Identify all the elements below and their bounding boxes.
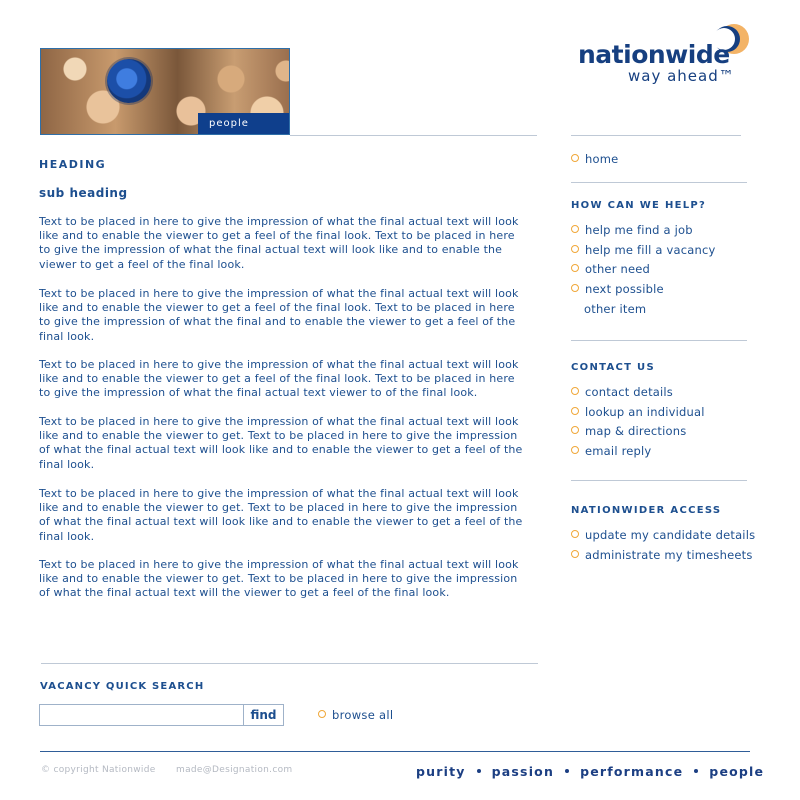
value-passion: passion [491, 764, 555, 779]
value-people: people [709, 764, 765, 779]
bullet-circle-icon [571, 284, 579, 292]
sidebar-item-update-candidate[interactable] [571, 526, 755, 544]
sidebar-item-label: administrate my timesheets [585, 548, 753, 562]
header-banner-image [40, 48, 290, 135]
sidebar-item-fill-vacancy[interactable] [571, 241, 715, 259]
sidebar-item-find-job[interactable] [571, 221, 693, 239]
sidebar-item-label: other need [585, 262, 651, 276]
sidebar-item-lookup-individual[interactable] [571, 403, 705, 421]
body-paragraph: Text to be placed in here to give the impression of what the final actual text will look like and to enable the viewer to get a feel of the final look. Text to be placed in here to give the impression of what the final actual text will look like and to enable the viewer to get a feel of the final look. [39, 215, 519, 271]
banner-label: people [198, 113, 290, 135]
bullet-circle-icon [571, 387, 579, 395]
sidebar-section-access-title: NATIONWIDER ACCESS [571, 505, 722, 516]
sidebar-item-label: help me find a job [585, 223, 693, 237]
sidebar-item-label: email reply [585, 444, 652, 458]
blue-hat-graphic [107, 59, 151, 103]
value-purity: purity [416, 764, 466, 779]
find-button[interactable]: find [243, 704, 284, 726]
sidebar-divider [571, 182, 747, 183]
bullet-circle-icon [571, 245, 579, 253]
designer-link[interactable]: made@Designation.com [176, 765, 293, 775]
copyright-text: © copyright Nationwide [41, 765, 156, 775]
bullet-circle-icon [571, 225, 579, 233]
page-subheading: sub heading [39, 186, 128, 200]
body-paragraph: Text to be placed in here to give the impression of what the final actual text will look like and to enable the viewer to get. Text to be placed in here to give the impression of what the final actual text will the viewer to get a feel of the final look. [39, 558, 519, 600]
sidebar-item-label: update my candidate details [585, 528, 756, 542]
body-paragraph: Text to be placed in here to give the impression of what the final actual text will look like and to enable the viewer to get. Text to be placed in here to give the impression of what the final actual text will look like and to enable the viewer to get a feel of the final look. [39, 415, 523, 471]
value-performance: performance [580, 764, 684, 779]
sidebar-divider [571, 340, 747, 341]
sidebar-item-label: map & directions [585, 424, 687, 438]
quick-search-title: VACANCY QUICK SEARCH [40, 681, 205, 692]
logo-tagline: way ahead™ [628, 67, 735, 85]
bullet-circle-icon [571, 264, 579, 272]
bullet-circle-icon [571, 154, 579, 162]
sidebar-item-contact-details[interactable] [571, 383, 673, 401]
sidebar-item-label: help me fill a vacancy [585, 243, 716, 257]
sidebar-item-map-directions[interactable] [571, 422, 686, 440]
sidebar-section-help-title: HOW CAN WE HELP? [571, 200, 707, 211]
bullet-circle-icon [571, 446, 579, 454]
body-paragraph: Text to be placed in here to give the impression of what the final actual text will look like and to enable the viewer to get a feel of the final look. Text to be placed in here to give the impression of what the final and to enable the viewer to get a feel of the final look. [39, 287, 519, 343]
footer-values [416, 764, 764, 779]
sidebar-item-label: lookup an individual [585, 405, 705, 419]
header-divider [290, 135, 537, 136]
sidebar-item-home[interactable] [571, 150, 618, 168]
bullet-circle-icon [571, 550, 579, 558]
sidebar-item-timesheets[interactable] [571, 546, 753, 564]
vacancy-search-input[interactable] [39, 704, 244, 726]
sidebar-item-label: next possible [585, 282, 664, 296]
browse-all-link[interactable] [318, 706, 393, 724]
browse-all-label: browse all [332, 708, 394, 722]
sidebar-item-other-need[interactable] [571, 260, 650, 278]
body-paragraph: Text to be placed in here to give the impression of what the final actual text will look like and to enable the viewer to get. Text to be placed in here to give the impression of what the final actual text will look like and to enable the viewer to get a feel of the final look. [39, 487, 523, 543]
logo-wordmark: nationwide [578, 40, 730, 69]
search-divider [41, 663, 538, 664]
separator-dot-icon [565, 769, 569, 773]
sidebar-item-email-reply[interactable] [571, 442, 651, 460]
sidebar-item-other-item[interactable] [571, 300, 646, 318]
sidebar-section-contact-title: CONTACT US [571, 362, 655, 373]
sidebar-item-label: contact details [585, 385, 674, 399]
body-paragraph: Text to be placed in here to give the impression of what the final actual text will look like and to enable the viewer to get a feel of the final look. Text to be placed in here to give the impression of what the final actual text viewer to of the final look. [39, 358, 519, 400]
nationwide-logo[interactable] [576, 22, 756, 86]
sidebar-item-label: home [585, 152, 619, 166]
bullet-circle-icon [571, 426, 579, 434]
page-heading: HEADING [39, 158, 107, 171]
sidebar-item-next-possible[interactable] [571, 280, 664, 298]
bullet-circle-icon [571, 530, 579, 538]
sidebar-item-label: other item [584, 302, 647, 316]
footer-divider [40, 751, 750, 752]
bullet-circle-icon [571, 407, 579, 415]
bullet-circle-icon [318, 710, 326, 718]
sidebar-divider [571, 480, 747, 481]
separator-dot-icon [694, 769, 698, 773]
sidebar-top-divider [571, 135, 741, 136]
separator-dot-icon [477, 769, 481, 773]
